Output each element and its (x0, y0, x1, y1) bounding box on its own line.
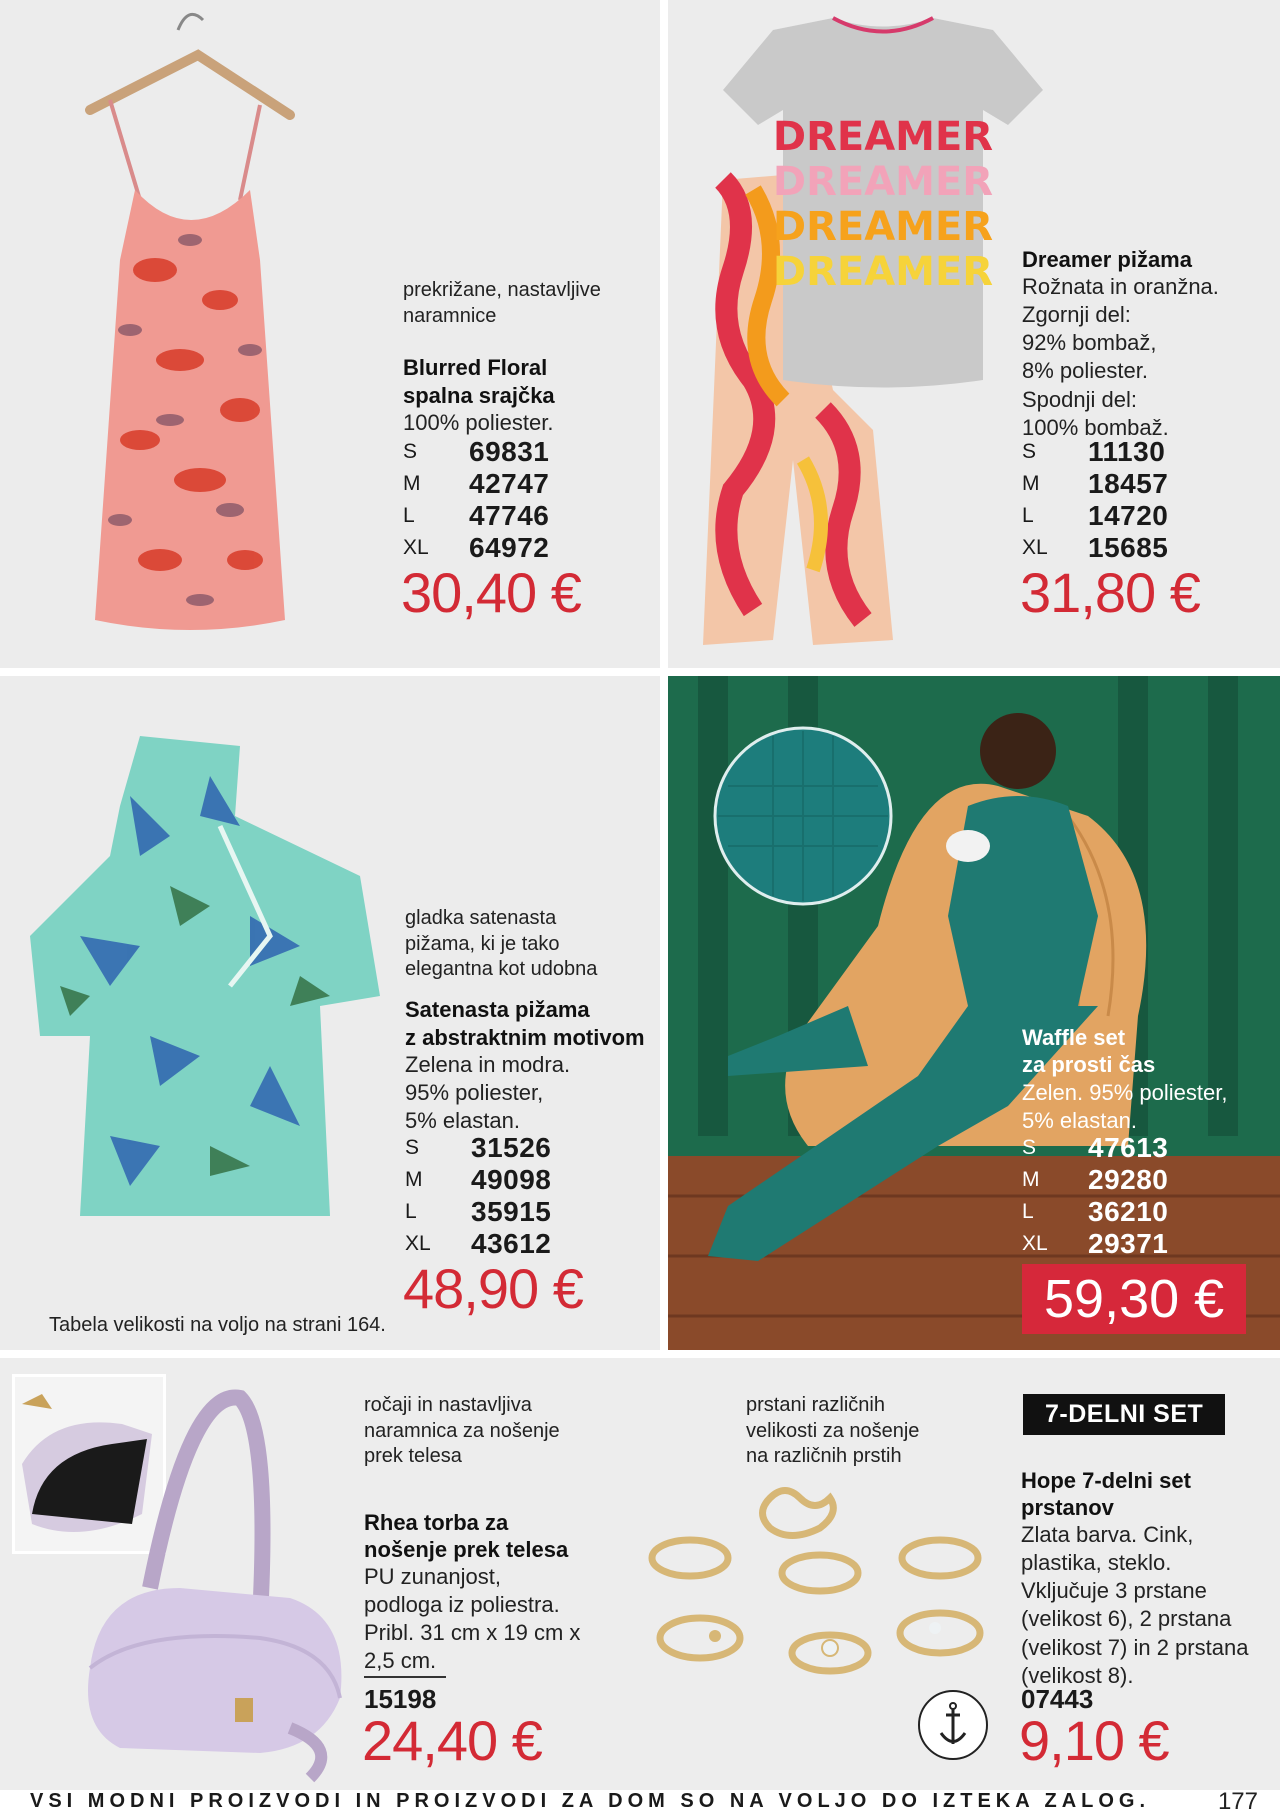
waffle-set-photo (668, 676, 1280, 1350)
svg-text:DREAMER: DREAMER (772, 204, 994, 250)
size-row (405, 1164, 551, 1196)
nightdress-note: prekrižane, nastavljive naramnice (403, 279, 601, 327)
size-row (1022, 1132, 1168, 1164)
size-code: 42747 (469, 468, 550, 499)
size-row (405, 1196, 551, 1228)
bag-title-1: Rhea torba za (364, 1510, 509, 1535)
bag-note: ročaji in nastavljiva naramnica za nošenje prek telesa (364, 1394, 560, 1468)
size-label: S (1022, 440, 1037, 463)
bag-price: 24,40 € (362, 1709, 542, 1772)
satin-title-1: Satenasta pižama (405, 997, 590, 1022)
size-code: 29371 (1088, 1228, 1169, 1259)
size-code: 47613 (1088, 1132, 1169, 1163)
dreamer-size-list (1022, 436, 1168, 564)
size-label: M (403, 472, 421, 495)
size-row (403, 500, 549, 532)
waffle-size-list (1022, 1132, 1168, 1260)
svg-text:DREAMER: DREAMER (772, 114, 994, 160)
size-code: 15685 (1088, 532, 1169, 563)
dreamer-desc: Rožnata in oranžna. Zgornji del: 92% bombaž, 8% poliester. Spodnji del: 100% bombaž. (1022, 274, 1219, 440)
page-footer (0, 1790, 1280, 1815)
size-row (1022, 1228, 1168, 1260)
product-panel-waffle (668, 676, 1280, 1350)
rings-desc: Zlata barva. Cink, plastika, steklo. Vključuje 3 prstane (velikost 6), 2 prstana (velikost 7) in 2 prstana (velikost 8). (1021, 1522, 1249, 1688)
svg-text:DREAMER: DREAMER (772, 159, 994, 205)
size-code: 18457 (1088, 468, 1169, 499)
size-row (1022, 1164, 1168, 1196)
size-code: 35915 (471, 1196, 552, 1227)
size-label: L (1022, 504, 1034, 527)
size-code: 47746 (469, 500, 550, 531)
nightdress-image (60, 0, 320, 650)
waffle-desc: Zelen. 95% poliester, 5% elastan. (1022, 1080, 1228, 1134)
size-code: 31526 (471, 1132, 552, 1163)
nightdress-title-1: Blurred Floral (403, 355, 548, 380)
size-label: L (405, 1200, 417, 1223)
bag-desc: PU zunanjost, podloga iz poliestra. Pribl. 31 cm x 19 cm x 2,5 cm. (364, 1564, 581, 1674)
bag-title-2: nošenje prek telesa (364, 1537, 569, 1562)
rhea-bag-image (60, 1368, 360, 1788)
rings-title-1: Hope 7-delni set (1021, 1468, 1191, 1493)
rings-code: 07443 (1021, 1684, 1094, 1714)
satin-size-list (405, 1132, 551, 1260)
size-label: S (405, 1136, 420, 1159)
rings-price: 9,10 € (1019, 1709, 1169, 1772)
waffle-price: 59,30 € (1022, 1264, 1246, 1334)
size-label: L (1022, 1200, 1034, 1223)
size-code: 29280 (1088, 1164, 1169, 1195)
size-code: 49098 (471, 1164, 552, 1195)
bag-code: 15198 (364, 1684, 437, 1714)
size-label: L (403, 504, 415, 527)
product-panel-satin (0, 676, 660, 1350)
svg-text:DREAMER: DREAMER (772, 249, 994, 295)
rings-set-badge: 7-DELNI SET (1023, 1394, 1225, 1435)
size-row (1022, 468, 1168, 500)
size-label: XL (1022, 1232, 1048, 1255)
waffle-title-2: za prosti čas (1022, 1052, 1156, 1077)
product-panel-accessories (0, 1358, 1280, 1790)
size-code: 14720 (1088, 500, 1169, 531)
rings-note: prstani različnih velikosti za nošenje na različnih prstih (746, 1394, 920, 1468)
page-number: 177 (1217, 1788, 1258, 1815)
satin-desc: Zelena in modra. 95% poliester, 5% elastan. (405, 1052, 571, 1134)
anchorcert-logo (916, 1688, 990, 1762)
footer-disclaimer: VSI MODNI PROIZVODI IN PROIZVODI ZA DOM SO NA VOLJO DO IZTEKA ZALOG. (30, 1790, 1151, 1812)
satin-note-lines: gladka satenasta pižama, ki je tako elegantna kot udobna (405, 907, 598, 981)
dreamer-pajama-image (693, 10, 1063, 650)
size-row (1022, 436, 1168, 468)
size-row (403, 436, 549, 468)
dreamer-title: Dreamer pižama (1022, 247, 1192, 272)
size-code: 43612 (471, 1228, 552, 1259)
size-code: 64972 (469, 532, 550, 563)
satin-price: 48,90 € (403, 1257, 583, 1320)
nightdress-size-list (403, 436, 549, 564)
satin-title-2: z abstraktnim motivom (405, 1025, 645, 1050)
satin-pajama-image (20, 736, 390, 1236)
bag-divider (364, 1676, 446, 1678)
size-label: M (405, 1168, 423, 1191)
product-panel-dreamer (668, 0, 1280, 668)
size-row (405, 1132, 551, 1164)
size-row (1022, 1196, 1168, 1228)
nightdress-price: 30,40 € (401, 561, 581, 624)
size-row (403, 468, 549, 500)
size-label: XL (405, 1232, 431, 1255)
size-code: 36210 (1088, 1196, 1169, 1227)
size-label: S (403, 440, 418, 463)
size-code: 69831 (469, 436, 550, 467)
size-code: 11130 (1088, 436, 1166, 467)
size-label: M (1022, 472, 1040, 495)
size-label: XL (403, 536, 429, 559)
product-panel-nightdress (0, 0, 660, 668)
waffle-title-1: Waffle set (1022, 1025, 1126, 1050)
size-label: S (1022, 1136, 1037, 1159)
size-table-note: Tabela velikosti na voljo na strani 164. (49, 1314, 386, 1336)
rings-title-2: prstanov (1021, 1495, 1114, 1520)
size-label: M (1022, 1168, 1040, 1191)
nightdress-material: 100% poliester. (403, 410, 554, 435)
size-row (1022, 500, 1168, 532)
dreamer-price: 31,80 € (1020, 561, 1200, 624)
size-label: XL (1022, 536, 1048, 559)
rings-image (640, 1478, 1000, 1678)
nightdress-title-2: spalna srajčka (403, 383, 555, 408)
